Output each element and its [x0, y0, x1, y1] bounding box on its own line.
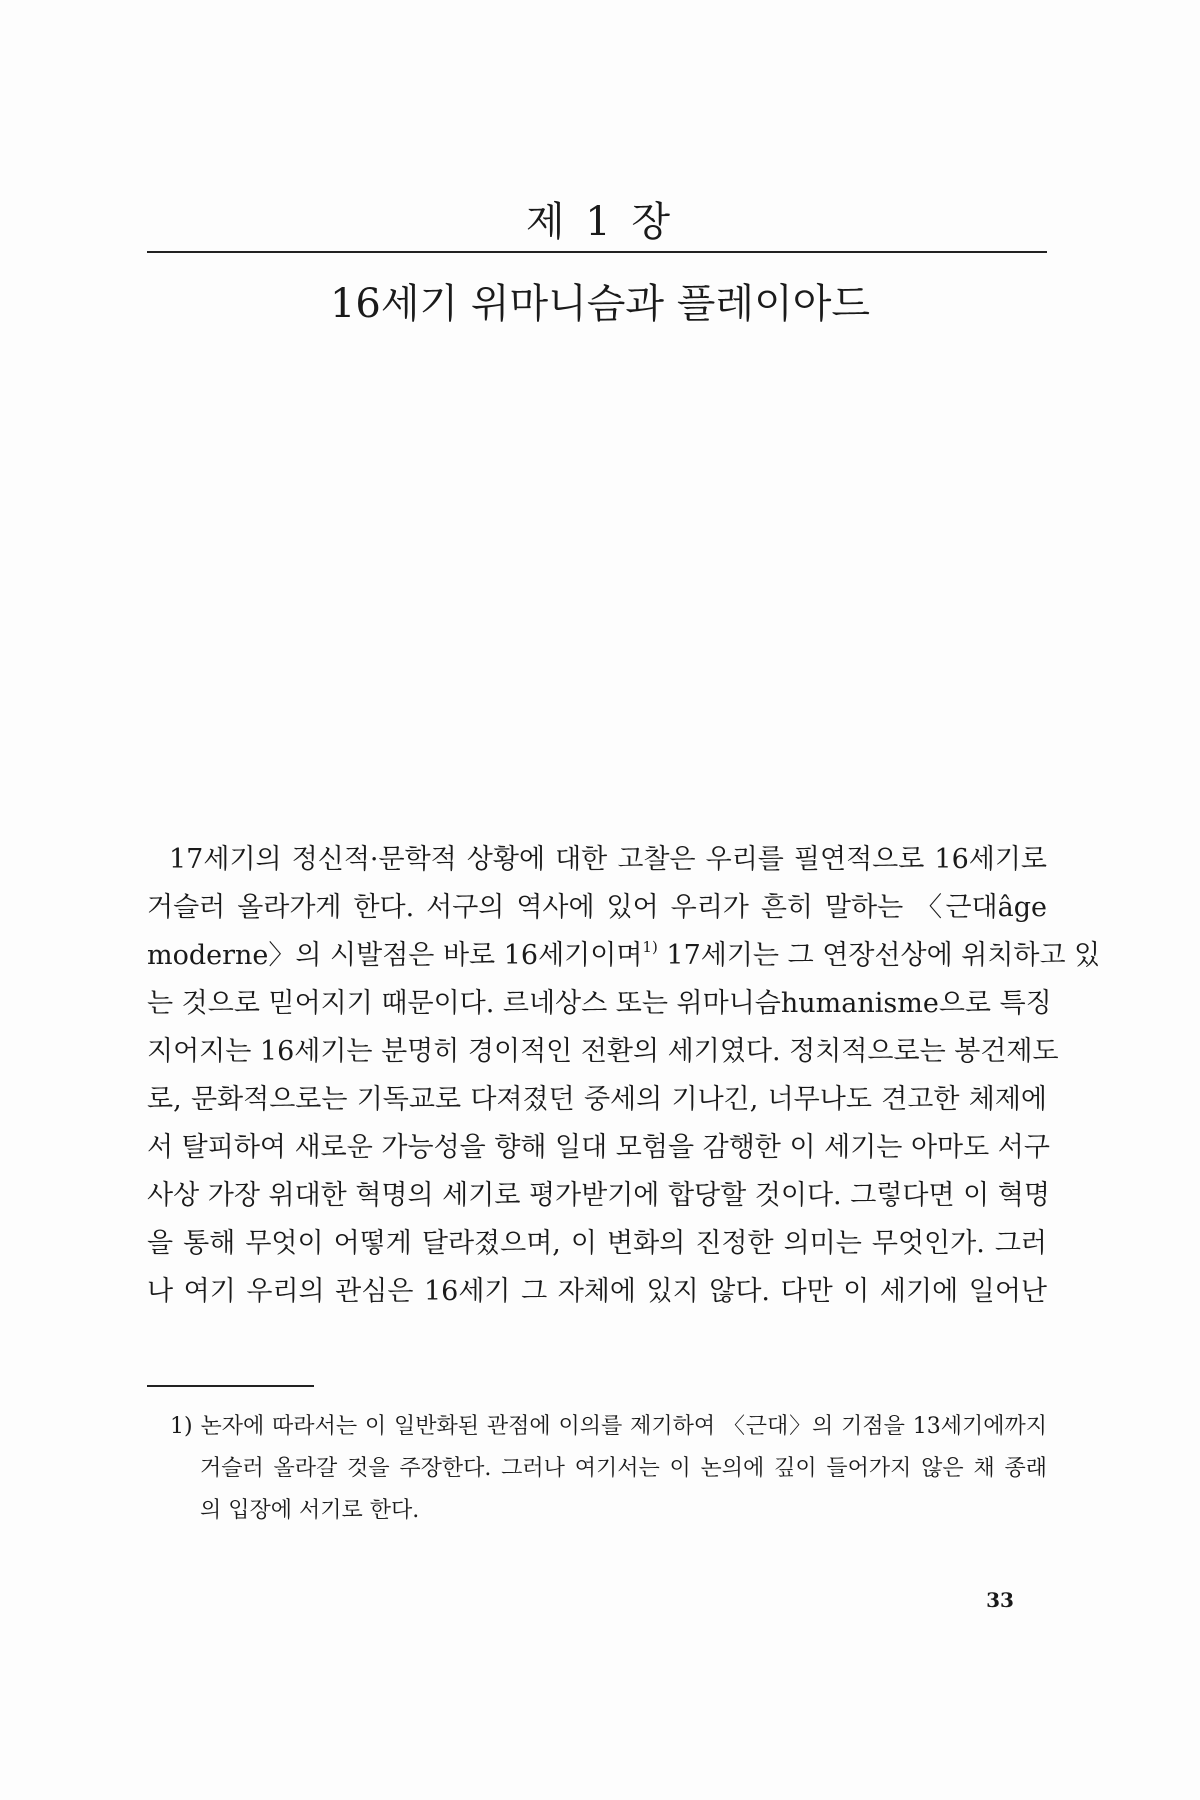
- body-line: 지어지는 16세기는 분명히 경이적인 전환의 세기였다. 정치적으로는 봉건제도: [147, 1036, 1059, 1067]
- body-line: 는 것으로 믿어지기 때문이다. 르네상스 또는 위마니슴humanisme으로 특징: [147, 988, 1052, 1019]
- body-line: 거슬러 올라가게 한다. 서구의 역사에 있어 우리가 흔히 말하는 〈근대âge: [147, 892, 1047, 923]
- body-paragraph: [147, 836, 1101, 1316]
- body-line: 서 탈피하여 새로운 가능성을 향해 일대 모험을 감행한 이 세기는 아마도 서구: [147, 1132, 1050, 1163]
- footnote-marker: 1): [170, 1414, 193, 1439]
- footnote-divider: [147, 1385, 314, 1387]
- footnote-line: 거슬러 올라갈 것을 주장한다. 그러나 여기서는 이 논의에 깊이 들어가지 않은 채 종래: [200, 1456, 1047, 1481]
- body-line: 나 여기 우리의 관심은 16세기 그 자체에 있지 않다. 다만 이 세기에 일어난: [147, 1276, 1047, 1307]
- footnote-reference[interactable]: 1): [642, 938, 658, 956]
- chapter-label: 제 1 장: [525, 199, 675, 245]
- body-line: 로, 문화적으로는 기독교로 다져졌던 중세의 기나긴, 너무나도 견고한 체제에: [147, 1084, 1047, 1115]
- body-line-segment: 17세기는 그 연장선상에 위치하고 있: [657, 940, 1101, 971]
- body-line: 을 통해 무엇이 어떻게 달라졌으며, 이 변화의 진정한 의미는 무엇인가. 그러: [147, 1228, 1047, 1259]
- body-line-segment: moderne〉의 시발점은 바로 16세기이며: [147, 940, 643, 971]
- footnote-line: 의 입장에 서기로 한다.: [200, 1498, 420, 1523]
- body-line: 17세기의 정신적·문학적 상황에 대한 고찰은 우리를 필연적으로 16세기로: [169, 844, 1047, 875]
- footnote-block: [170, 1406, 1047, 1532]
- body-line: [147, 932, 1101, 980]
- footnote-line: [170, 1406, 1047, 1448]
- page-number: 33: [986, 1588, 1014, 1612]
- footnote-text: 논자에 따라서는 이 일반화된 관점에 이의를 제기하여 〈근대〉의 기점을 13세기에까지: [200, 1414, 1047, 1439]
- body-line: 사상 가장 위대한 혁명의 세기로 평가받기에 합당할 것이다. 그렇다면 이 혁명: [147, 1180, 1050, 1211]
- chapter-title: 16세기 위마니슴과 플레이아드: [329, 281, 870, 327]
- chapter-divider: [147, 251, 1047, 253]
